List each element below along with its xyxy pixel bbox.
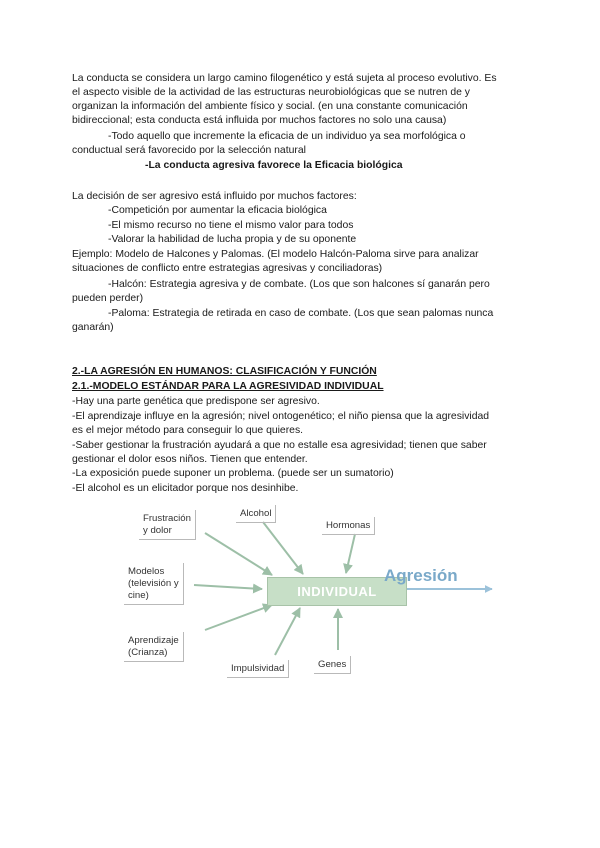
bullet-line: -El alcohol es un elicitador porque nos desinhibe. (72, 483, 299, 494)
halcon-line: pueden perder) (72, 293, 144, 304)
arrow-alcohol (263, 522, 303, 574)
arrow-impulsividad (275, 608, 300, 655)
example-line: situaciones de conflicto entre estrategias agresivas y conciliadoras) (72, 263, 383, 274)
highlight-statement: -La conducta agresiva favorece la Eficacia biológica (145, 160, 403, 171)
factor-frustracion: Frustración y dolor (139, 510, 196, 540)
factor-impulsividad: Impulsividad (227, 660, 289, 678)
output-agresion-label: Agresión (384, 566, 458, 585)
factor-hormonas: Hormonas (322, 517, 375, 535)
decision-intro: La decisión de ser agresivo está influido por muchos factores: (72, 191, 357, 202)
arrow-aprendizaje (205, 605, 272, 630)
individual-box: INDIVIDUAL (267, 577, 407, 606)
bullet-line: -Hay una parte genética que predispone ser agresivo. (72, 396, 320, 407)
arrow-frustracion (205, 533, 272, 575)
paragraph-line: La conducta se considera un largo camino filogenético y está sujeta al proceso evolutivo. Es (72, 73, 497, 84)
arrow-hormonas (346, 534, 355, 573)
bullet-line: -Saber gestionar la frustración ayudará a que no estalle esa agresividad; tienen que saber (72, 440, 487, 451)
bullet-line: gestionar el dolor esos niños. Tienen que entender. (72, 454, 308, 465)
factor-item: -El mismo recurso no tiene el mismo valor para todos (108, 220, 354, 231)
paloma-line: -Paloma: Estrategia de retirada en caso de combate. (Los que sean palomas nunca (108, 308, 494, 319)
subsection-heading: 2.1.-MODELO ESTÁNDAR PARA LA AGRESIVIDAD INDIVIDUAL (72, 381, 384, 392)
paragraph-line: -Todo aquello que incremente la eficacia de un individuo ya sea morfológica o (108, 131, 466, 142)
factor-aprendizaje: Aprendizaje (Crianza) (124, 632, 184, 662)
factor-item: -Valorar la habilidad de lucha propia y de su oponente (108, 234, 357, 245)
bullet-line: -El aprendizaje influye en la agresión; nivel ontogenético; el niño piensa que la agresividad (72, 411, 490, 422)
factor-item: -Competición por aumentar la eficacia biológica (108, 205, 327, 216)
factor-modelos: Modelos (televisión y cine) (124, 563, 184, 605)
factor-alcohol: Alcohol (236, 505, 276, 523)
paragraph-line: bidireccional; esta conducta está influida por muchos factores no solo una causa) (72, 115, 447, 126)
bullet-line: -La exposición puede suponer un problema. (puede ser un sumatorio) (72, 468, 394, 479)
example-line: Ejemplo: Modelo de Halcones y Palomas. (El modelo Halcón-Paloma sirve para analizar (72, 249, 479, 260)
halcon-line: -Halcón: Estrategia agresiva y de combate. (Los que son halcones sí ganarán pero (108, 279, 490, 290)
paragraph-line: el aspecto visible de la actividad de las estructuras neurobiológicas que se nutren de y (72, 87, 470, 98)
paragraph-line: conductual será favorecido por la selección natural (72, 145, 306, 156)
factor-genes: Genes (314, 656, 351, 674)
bullet-line: es el mejor método para conseguir lo que quieres. (72, 425, 304, 436)
section-heading: 2.-LA AGRESIÓN EN HUMANOS: CLASIFICACIÓN Y FUNCIÓN (72, 366, 377, 377)
arrow-modelos (194, 585, 262, 589)
paragraph-line: organizan la información del ambiente físico y social. (en una constante comunicación (72, 101, 468, 112)
paloma-line: ganarán) (72, 322, 114, 333)
